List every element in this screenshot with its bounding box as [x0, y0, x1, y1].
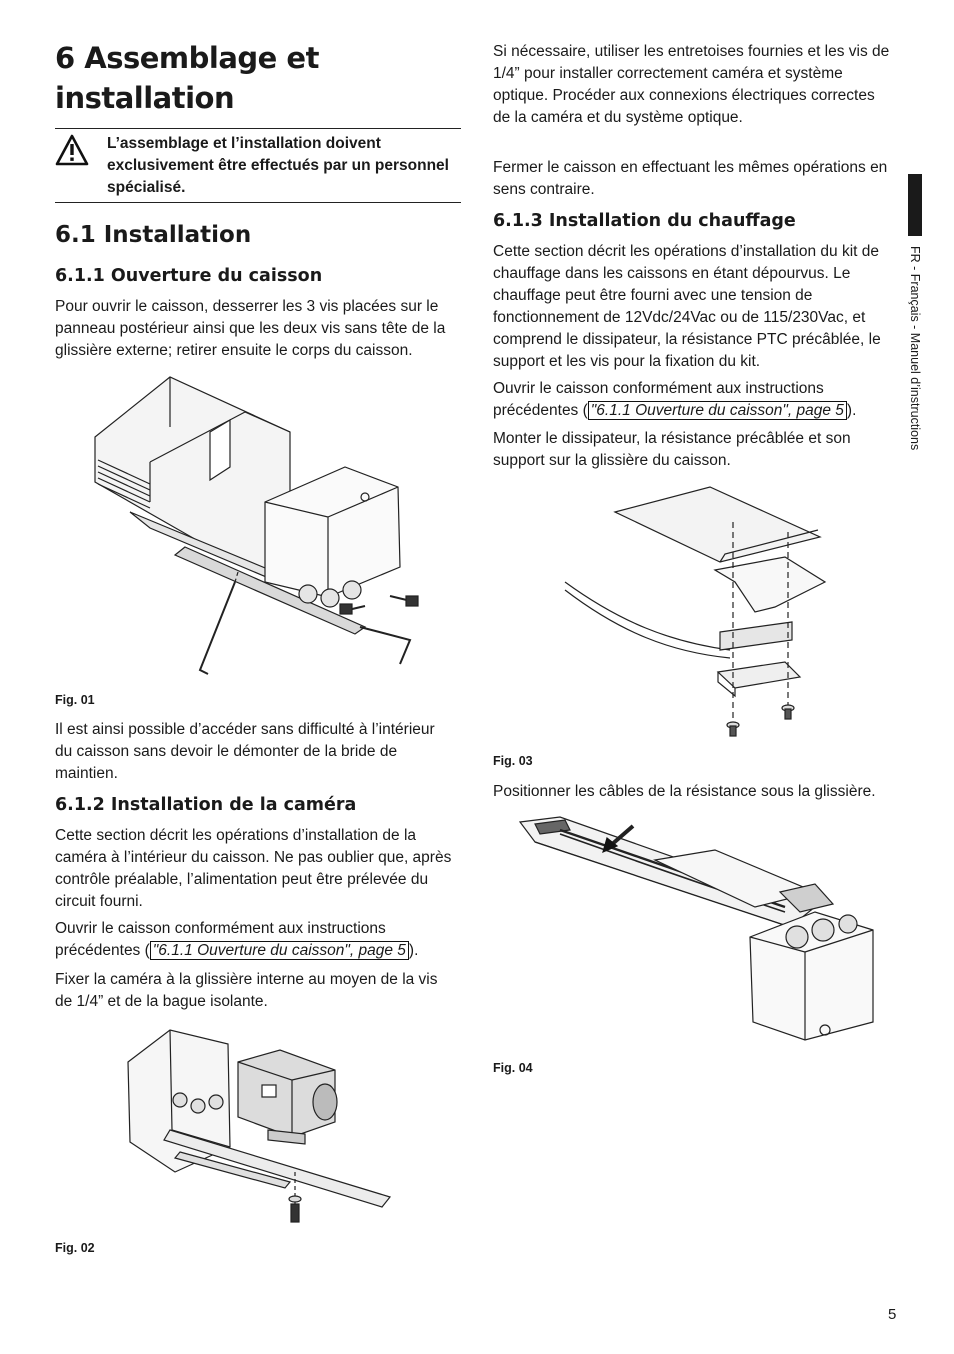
paragraph-acces: Il est ainsi possible d’accéder sans difficulté à l’intérieur du caisson sans devoir le démonter de la bride de maintien. — [55, 721, 435, 782]
figure-04-cable-routing — [515, 812, 880, 1047]
warning-text: L’assemblage et l’installation doivent exclusivement être effectués par un personnel spécialisé. — [107, 135, 449, 196]
paragraph-camera-intro: Cette section décrit les opérations d’installation de la caméra à l’intérieur du caisson. Ne pas oublier que, après contrôle préalable, l’alimentation peut être prélevée du circuit fourni. — [55, 827, 452, 910]
cross-reference-link[interactable]: "6.1.1 Ouverture du caisson", page 5 — [588, 401, 847, 420]
warning-box — [55, 128, 461, 203]
paragraph-camera-fix: Fixer la caméra à la glissière interne au moyen de la vis de 1/4” et de la bague isolante. — [55, 971, 438, 1010]
paragraph-camera-open: Ouvrir le caisson conformément aux instructions précédentes ( "6.1.1 Ouverture du caisson", page 5 ). — [55, 920, 419, 959]
figure-02-camera-installation — [120, 1022, 400, 1232]
side-language-label: FR - Français - Manuel d’instructions — [908, 246, 922, 451]
subsection-title-ouverture: 6.1.1 Ouverture du caisson — [55, 266, 323, 286]
chapter-title: 6 Assemblage et installation — [55, 41, 319, 115]
warning-triangle-icon — [55, 134, 89, 166]
subsection-title-camera: 6.1.2 Installation de la caméra — [55, 795, 357, 815]
figure-caption-04: Fig. 04 — [493, 1061, 533, 1075]
figure-01-housing-opening — [90, 372, 430, 680]
paragraph-ouverture: Pour ouvrir le caisson, desserrer les 3 vis placées sur le panneau postérieur ainsi que les deux vis sans tête de la glissière externe; retirer ensuite le corps du caisson. — [55, 298, 446, 359]
figure-03-heater-assembly — [560, 482, 830, 742]
figure-caption-03: Fig. 03 — [493, 754, 533, 768]
cross-reference-link[interactable]: "6.1.1 Ouverture du caisson", page 5 — [150, 941, 409, 960]
section-title-installation: 6.1 Installation — [55, 222, 252, 248]
paragraph-close: Fermer le caisson en effectuant les mêmes opérations en sens contraire. — [493, 159, 888, 198]
figure-caption-02: Fig. 02 — [55, 1241, 95, 1255]
paragraph-chauffage-intro: Cette section décrit les opérations d’installation du kit de chauffage dans les caissons en étant dépourvus. Le chauffage peut être fourni avec une tension de fonctionnement de 12Vdc/24Vac ou de 115/230Vac, et comprend le dissipateur, la résistance PTC précâblée, le support et les vis pour la fixation du kit. — [493, 243, 881, 370]
subsection-title-chauffage: 6.1.3 Installation du chauffage — [493, 211, 796, 231]
paragraph-chauffage-mount: Monter le dissipateur, la résistance précâblée et son support sur la glissière du caisson. — [493, 430, 851, 469]
page-number: 5 — [888, 1306, 897, 1323]
paragraph-chauffage-open: Ouvrir le caisson conformément aux instructions précédentes ( "6.1.1 Ouverture du caisson", page 5 ). — [493, 380, 857, 419]
paragraph-spacers: Si nécessaire, utiliser les entretoises fournies et les vis de 1/4” pour installer correctement caméra et système optique. Procéder aux connexions électriques correctes de la caméra et du système optique. — [493, 43, 890, 126]
figure-caption-01: Fig. 01 — [55, 693, 95, 707]
language-tab-marker — [908, 174, 922, 236]
paragraph-cables: Positionner les câbles de la résistance sous la glissière. — [493, 783, 876, 800]
